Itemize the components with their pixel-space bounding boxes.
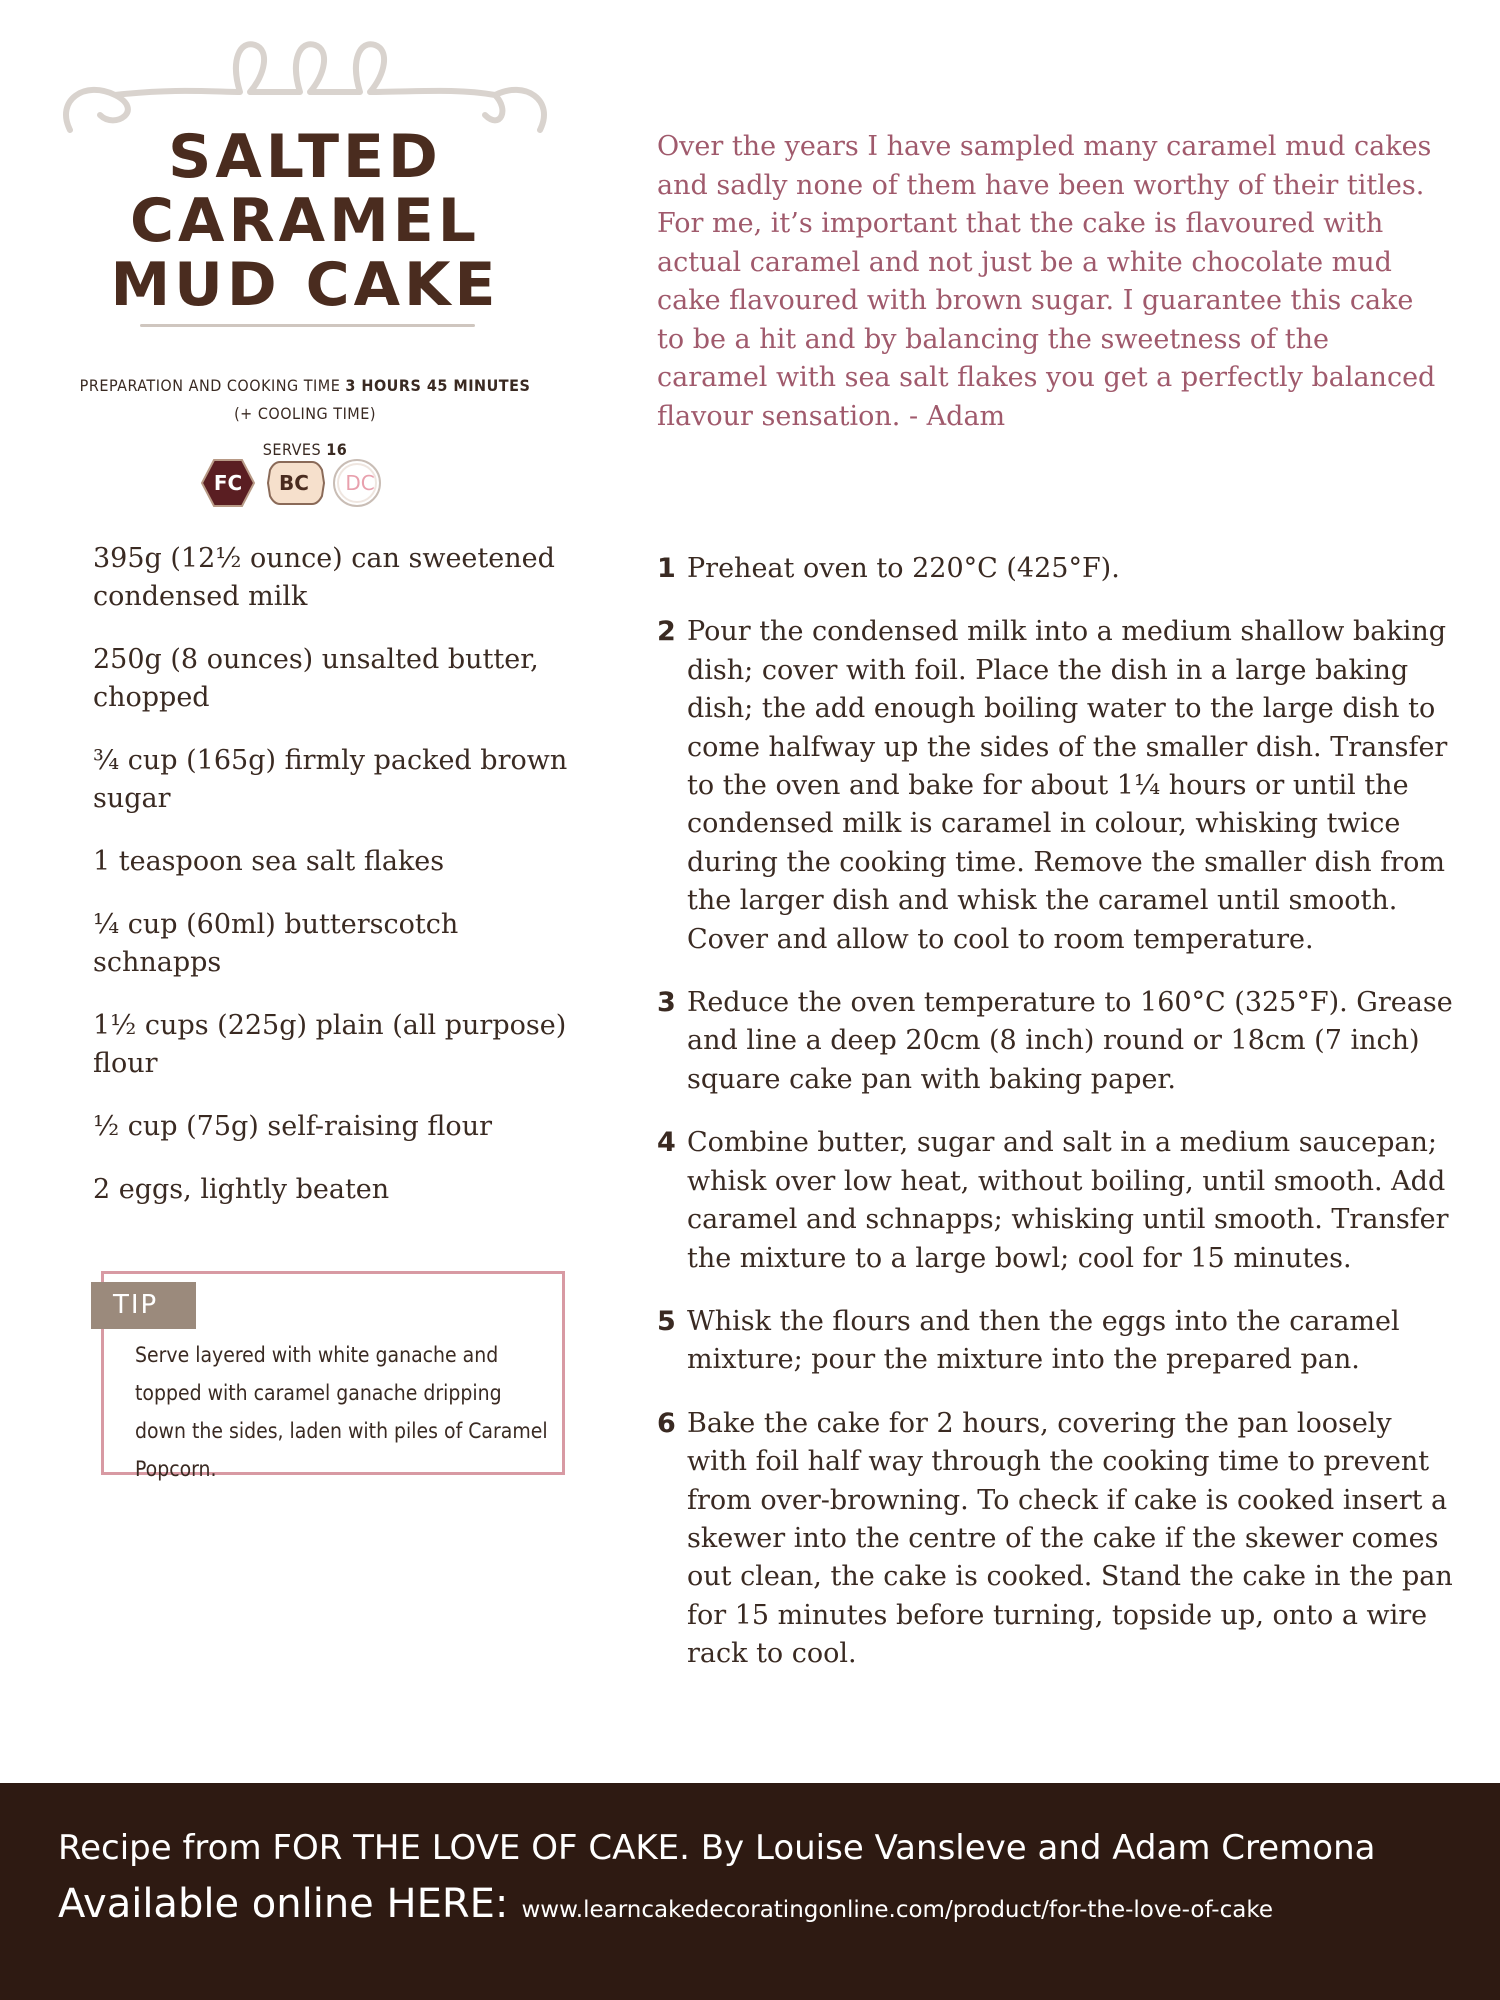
title-line-1: SALTED	[168, 122, 442, 192]
step-item	[657, 1303, 1457, 1380]
step-number: 2	[657, 616, 676, 648]
badge-dc: DC	[332, 458, 388, 508]
step-number: 3	[657, 987, 676, 1019]
tip-label: TIP	[91, 1282, 196, 1329]
ingredient-item: ¼ cup (60ml) butterscotch schnapps	[93, 909, 459, 978]
step-text: Combine butter, sugar and salt in a medium saucepan; whisk over low heat, without boiling, until smooth. Add caramel and schnapps; whisking until smooth. Transfer the mixture to a large bowl; cool for 15 minutes.	[687, 1127, 1449, 1274]
step-item	[657, 1124, 1457, 1278]
recipe-title	[55, 122, 555, 320]
step-text: Preheat oven to 220°C (425°F).	[687, 553, 1120, 584]
ingredient-item: 2 eggs, lightly beaten	[93, 1174, 390, 1205]
tip-text: Serve layered with white ganache and topped with caramel ganache dripping down the sides, laden with piles of Caramel Popcorn.	[135, 1343, 548, 1481]
step-item	[657, 613, 1457, 959]
footer-credit: Recipe from FOR THE LOVE OF CAKE. By Louise Vansleve and Adam Cremona	[58, 1828, 1376, 1868]
footer-url-link[interactable]: www.learncakedecoratingonline.com/product/for-the-love-of-cake	[521, 1897, 1273, 1923]
step-text: Bake the cake for 2 hours, covering the pan loosely with foil half way through the cooking time to prevent from over-browning. To check if cake is cooked insert a skewer into the centre of the cake if the skewer comes out clean, the cake is cooked. Stand the cake in the pan for 15 minutes before turning, topside up, onto a wire rack to cool.	[687, 1407, 1453, 1670]
ingredients-list	[93, 540, 593, 1234]
step-number: 5	[657, 1305, 676, 1337]
footer-banner	[0, 1783, 1500, 2000]
recipe-intro: Over the years I have sampled many caramel mud cakes and sadly none of them have been worthy of their titles. For me, it’s important that the cake is flavoured with actual caramel and not just be a white chocolate mud cake flavoured with brown sugar. I guarantee this cake to be a hit and by balancing the sweetness of the caramel with sea salt flakes you get a perfectly balanced flavour sensation. - Adam	[657, 131, 1436, 432]
ingredient-item: 250g (8 ounces) unsalted butter, chopped	[93, 644, 539, 713]
recipe-meta	[55, 372, 555, 464]
cooling-note: (+ COOLING TIME)	[234, 404, 376, 423]
serves-label: SERVES	[262, 440, 322, 459]
step-item	[657, 1405, 1457, 1674]
step-number: 6	[657, 1407, 676, 1439]
badge-bc: BC	[266, 458, 322, 508]
method-steps	[657, 550, 1457, 1699]
step-text: Whisk the flours and then the eggs into the caramel mixture; pour the mixture into the prepared pan.	[687, 1305, 1400, 1376]
ingredient-item: ½ cup (75g) self-raising flour	[93, 1111, 492, 1142]
footer-available-label: Available online HERE:	[58, 1881, 509, 1927]
step-number: 4	[657, 1127, 676, 1159]
step-number: 1	[657, 553, 676, 584]
step-item	[657, 984, 1457, 1099]
step-item	[657, 550, 1457, 588]
prep-time: 3 HOURS 45 MINUTES	[345, 376, 531, 395]
title-underline	[140, 324, 475, 327]
title-line-3: MUD CAKE	[110, 250, 500, 320]
badge-fc: FC	[200, 458, 256, 508]
prep-label: PREPARATION AND COOKING TIME	[79, 376, 341, 395]
step-text: Pour the condensed milk into a medium shallow baking dish; cover with foil. Place the dish in a large baking dish; the add enough boiling water to the large dish to come halfway up the sides of the smaller dish. Transfer to the oven and bake for about 1¼ hours or until the condensed milk is caramel in colour, whisking twice during the cooking time. Remove the smaller dish from the larger dish and whisk the caramel until smooth. Cover and allow to cool to room temperature.	[687, 616, 1448, 955]
serves-value: 16	[326, 440, 348, 459]
ingredient-item: 1½ cups (225g) plain (all purpose) flour	[93, 1010, 567, 1079]
ingredient-item: 1 teaspoon sea salt flakes	[93, 846, 445, 877]
recipe-header	[55, 20, 555, 459]
step-text: Reduce the oven temperature to 160°C (325°F). Grease and line a deep 20cm (8 inch) round or 18cm (7 inch) square cake pan with baking paper.	[687, 987, 1453, 1095]
skill-badges	[200, 458, 388, 508]
footer-availability	[58, 1881, 1273, 1927]
title-line-2: CARAMEL	[129, 186, 481, 256]
ingredient-item: 395g (12½ ounce) can sweetened condensed milk	[93, 543, 555, 612]
ingredient-item: ¾ cup (165g) firmly packed brown sugar	[93, 745, 568, 814]
